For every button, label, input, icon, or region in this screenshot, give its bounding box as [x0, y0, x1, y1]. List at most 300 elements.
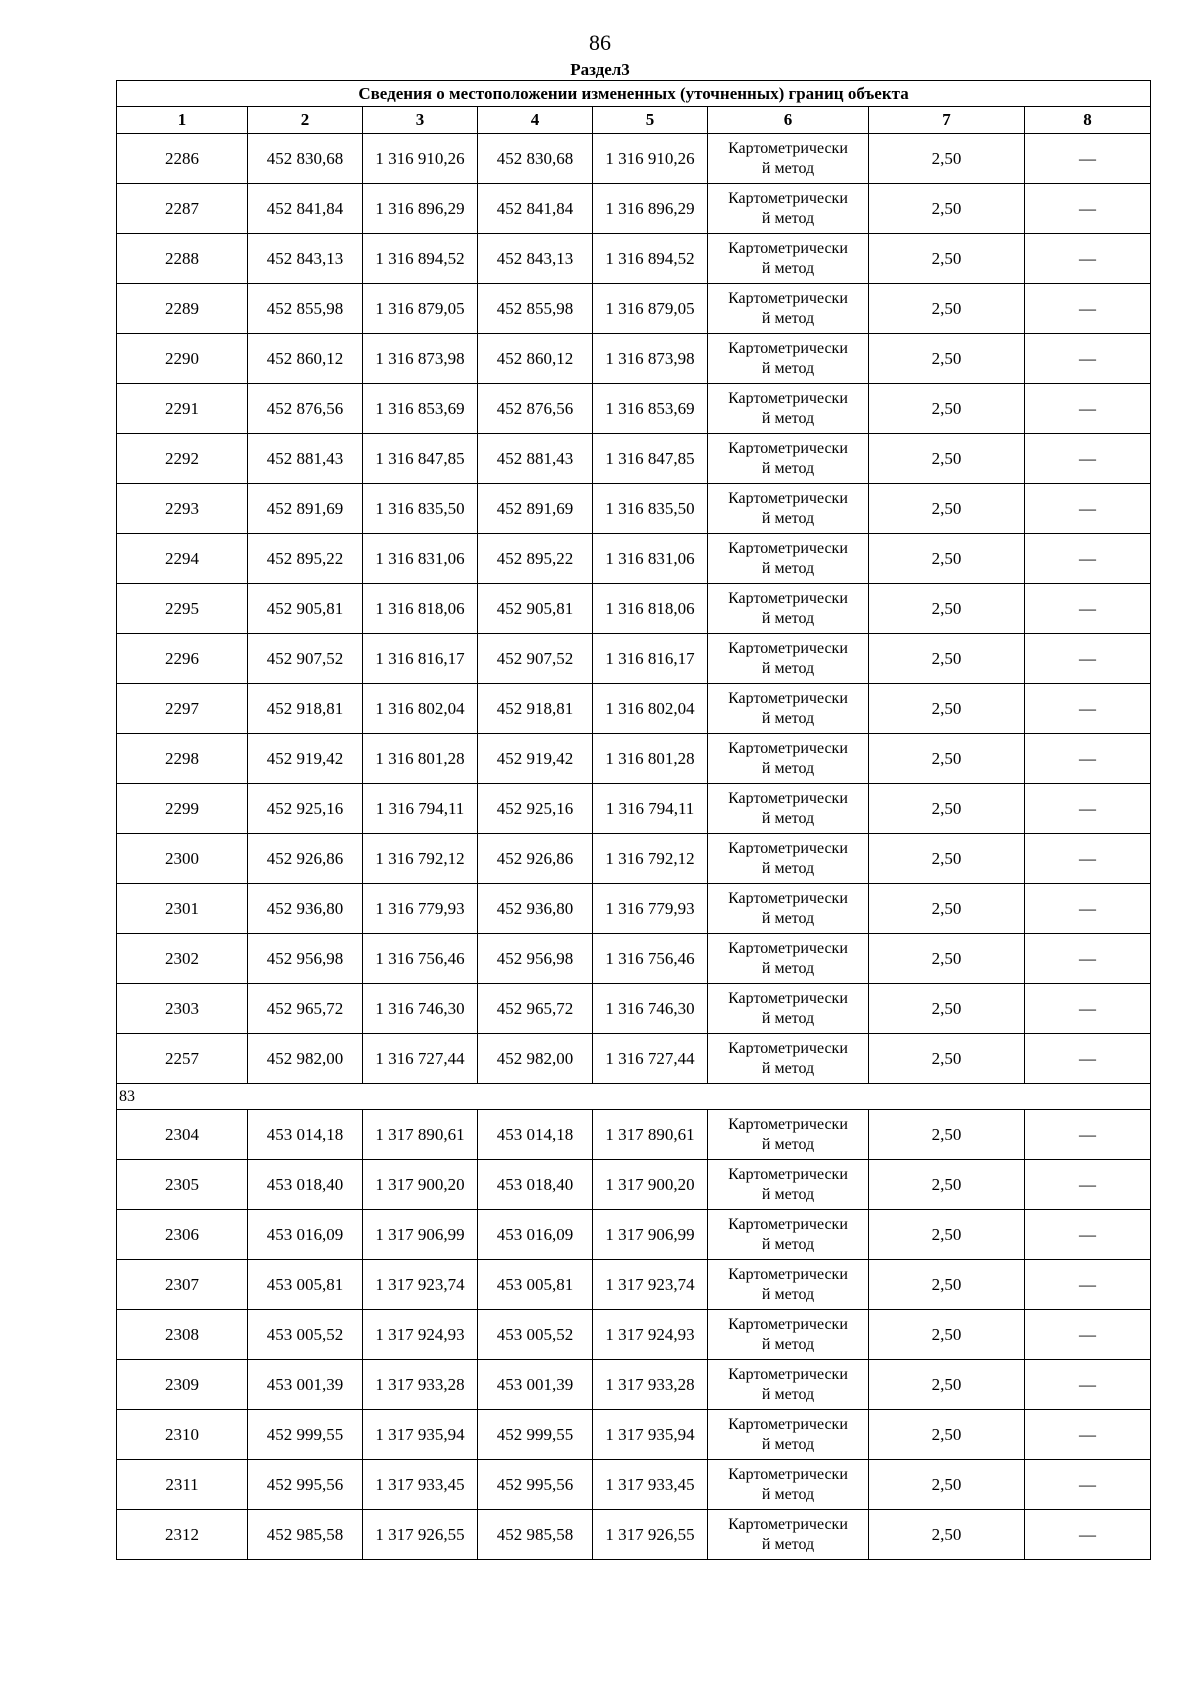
method-cell: [708, 734, 869, 784]
table-cell: 2295: [117, 584, 248, 634]
table-cell: 1 317 906,99: [363, 1210, 478, 1260]
table-cell: 2,50: [869, 234, 1025, 284]
table-cell: 2,50: [869, 784, 1025, 834]
table-cell: 452 956,98: [478, 934, 593, 984]
page-number: 86: [589, 30, 611, 55]
table-cell: 1 317 933,28: [363, 1360, 478, 1410]
method-text: й метод: [761, 1535, 815, 1553]
table-cell: 452 905,81: [478, 584, 593, 634]
table-cell: 452 925,16: [248, 784, 363, 834]
method-cell: [708, 534, 869, 584]
method-text: й метод: [761, 1435, 815, 1453]
table-cell: 1 316 756,46: [363, 934, 478, 984]
method-text: Картометрически: [728, 1115, 848, 1133]
table-cell: 452 926,86: [478, 834, 593, 884]
table-cell: 1 317 926,55: [593, 1510, 708, 1560]
table-cell: 1 317 935,94: [593, 1410, 708, 1460]
method-text: Картометрически: [728, 739, 848, 757]
table-cell: 2300: [117, 834, 248, 884]
table-cell: 2299: [117, 784, 248, 834]
table-row: [117, 1410, 1151, 1460]
table-cell: —: [1025, 1110, 1151, 1160]
table-cell: 1 316 853,69: [363, 384, 478, 434]
table-cell: 1 316 801,28: [593, 734, 708, 784]
table-cell: —: [1025, 484, 1151, 534]
table-cell: 1 317 900,20: [363, 1160, 478, 1210]
table-cell: 1 317 924,93: [593, 1310, 708, 1360]
table-cell: —: [1025, 934, 1151, 984]
table-cell: 452 985,58: [478, 1510, 593, 1560]
table-cell: 452 895,22: [248, 534, 363, 584]
table-cell: 2310: [117, 1410, 248, 1460]
table-cell: 1 316 896,29: [593, 184, 708, 234]
table-cell: —: [1025, 184, 1151, 234]
method-text: Картометрически: [728, 289, 848, 307]
table-title: Сведения о местоположении измененных (уточненных) границ объекта: [117, 81, 1151, 107]
method-cell: [708, 784, 869, 834]
method-cell: [708, 184, 869, 234]
table-cell: 1 316 873,98: [593, 334, 708, 384]
table-cell: 2,50: [869, 434, 1025, 484]
table-cell: 1 316 802,04: [593, 684, 708, 734]
table-cell: 452 965,72: [478, 984, 593, 1034]
method-text: Картометрически: [728, 889, 848, 907]
table-cell: 452 876,56: [248, 384, 363, 434]
table-cell: 2296: [117, 634, 248, 684]
method-text: й метод: [761, 1135, 815, 1153]
table-row: [117, 384, 1151, 434]
table-cell: 452 919,42: [478, 734, 593, 784]
table-cell: 453 005,52: [248, 1310, 363, 1360]
table-cell: 1 316 746,30: [363, 984, 478, 1034]
table-cell: 1 316 873,98: [363, 334, 478, 384]
table-cell: 1 316 831,06: [593, 534, 708, 584]
method-text: й метод: [761, 409, 815, 427]
table-cell: 452 876,56: [478, 384, 593, 434]
table-row: [117, 184, 1151, 234]
method-cell: [708, 484, 869, 534]
table-cell: 1 316 801,28: [363, 734, 478, 784]
method-text: й метод: [761, 509, 815, 527]
method-cell: [708, 384, 869, 434]
table-cell: 2,50: [869, 1260, 1025, 1310]
table-cell: —: [1025, 784, 1151, 834]
method-text: Картометрически: [728, 789, 848, 807]
table-cell: 2303: [117, 984, 248, 1034]
method-text: Картометрически: [728, 339, 848, 357]
table-cell: 2286: [117, 134, 248, 184]
table-cell: 2,50: [869, 1110, 1025, 1160]
table-cell: —: [1025, 634, 1151, 684]
table-cell: 2257: [117, 1034, 248, 1084]
table-cell: —: [1025, 1160, 1151, 1210]
table-cell: 1 316 896,29: [363, 184, 478, 234]
table-row: [117, 734, 1151, 784]
table-cell: 452 982,00: [248, 1034, 363, 1084]
method-text: Картометрически: [728, 439, 848, 457]
method-text: й метод: [761, 1059, 815, 1077]
method-cell: [708, 984, 869, 1034]
table-cell: 452 891,69: [248, 484, 363, 534]
table-cell: 2304: [117, 1110, 248, 1160]
table-cell: 1 316 831,06: [363, 534, 478, 584]
table-cell: 2288: [117, 234, 248, 284]
table-cell: 452 936,80: [478, 884, 593, 934]
group-label: 83: [117, 1084, 1151, 1110]
table-cell: 453 014,18: [248, 1110, 363, 1160]
table-cell: 452 843,13: [478, 234, 593, 284]
table-cell: 453 005,81: [248, 1260, 363, 1310]
column-header: 3: [363, 107, 478, 134]
table-cell: 1 317 935,94: [363, 1410, 478, 1460]
method-cell: [708, 284, 869, 334]
table-cell: —: [1025, 984, 1151, 1034]
table-row: [117, 484, 1151, 534]
table-cell: 1 316 879,05: [363, 284, 478, 334]
method-text: й метод: [761, 559, 815, 577]
method-cell: [708, 234, 869, 284]
method-cell: [708, 584, 869, 634]
method-text: й метод: [761, 609, 815, 627]
table-cell: 452 919,42: [248, 734, 363, 784]
method-text: Картометрически: [728, 189, 848, 207]
column-header-row: [117, 107, 1151, 134]
table-cell: —: [1025, 1460, 1151, 1510]
method-cell: [708, 884, 869, 934]
method-cell: [708, 1310, 869, 1360]
table-row: [117, 784, 1151, 834]
table-cell: 452 956,98: [248, 934, 363, 984]
table-cell: 2,50: [869, 134, 1025, 184]
table-cell: 452 925,16: [478, 784, 593, 834]
table-cell: 2311: [117, 1460, 248, 1510]
method-text: й метод: [761, 309, 815, 327]
table-cell: 2307: [117, 1260, 248, 1310]
table-cell: 1 316 756,46: [593, 934, 708, 984]
table-cell: —: [1025, 334, 1151, 384]
table-cell: —: [1025, 1510, 1151, 1560]
table-cell: 2292: [117, 434, 248, 484]
table-row: [117, 234, 1151, 284]
table-cell: —: [1025, 1310, 1151, 1360]
table-cell: 1 317 933,28: [593, 1360, 708, 1410]
method-text: Картометрически: [728, 589, 848, 607]
table-row: [117, 684, 1151, 734]
section-title: Раздел3: [570, 60, 630, 79]
method-text: й метод: [761, 709, 815, 727]
table-cell: 2,50: [869, 334, 1025, 384]
table-cell: 452 841,84: [248, 184, 363, 234]
table-cell: 2,50: [869, 1360, 1025, 1410]
table-cell: 452 907,52: [478, 634, 593, 684]
method-cell: [708, 1460, 869, 1510]
table-cell: 1 316 818,06: [593, 584, 708, 634]
table-cell: 2,50: [869, 884, 1025, 934]
table-cell: 452 907,52: [248, 634, 363, 684]
table-cell: 2,50: [869, 1210, 1025, 1260]
table-cell: 452 995,56: [248, 1460, 363, 1510]
method-text: Картометрически: [728, 539, 848, 557]
table-cell: —: [1025, 234, 1151, 284]
table-cell: 2290: [117, 334, 248, 384]
table-row: [117, 1510, 1151, 1560]
table-cell: 1 317 923,74: [363, 1260, 478, 1310]
table-cell: 1 316 746,30: [593, 984, 708, 1034]
table-cell: 1 317 890,61: [593, 1110, 708, 1160]
table-cell: 453 014,18: [478, 1110, 593, 1160]
table-cell: 1 316 847,85: [593, 434, 708, 484]
table-cell: 1 316 835,50: [593, 484, 708, 534]
table-row: [117, 1034, 1151, 1084]
method-text: Картометрически: [728, 139, 848, 157]
table-cell: —: [1025, 1210, 1151, 1260]
table-cell: 2294: [117, 534, 248, 584]
table-cell: —: [1025, 1034, 1151, 1084]
method-text: й метод: [761, 359, 815, 377]
table-cell: 1 316 847,85: [363, 434, 478, 484]
table-cell: 2,50: [869, 284, 1025, 334]
method-cell: [708, 684, 869, 734]
method-text: Картометрически: [728, 1039, 848, 1057]
table-cell: —: [1025, 1360, 1151, 1410]
table-cell: 2,50: [869, 1510, 1025, 1560]
table-cell: 2,50: [869, 834, 1025, 884]
table-row: [117, 1260, 1151, 1310]
method-text: Картометрически: [728, 1165, 848, 1183]
table-cell: 452 830,68: [248, 134, 363, 184]
table-cell: 1 316 779,93: [593, 884, 708, 934]
method-text: й метод: [761, 1185, 815, 1203]
table-cell: 2,50: [869, 1034, 1025, 1084]
table-cell: —: [1025, 584, 1151, 634]
table-cell: 2,50: [869, 584, 1025, 634]
method-text: й метод: [761, 659, 815, 677]
method-text: Картометрически: [728, 489, 848, 507]
table-cell: 452 985,58: [248, 1510, 363, 1560]
method-cell: [708, 1034, 869, 1084]
table-cell: 2298: [117, 734, 248, 784]
table-row: [117, 434, 1151, 484]
table-cell: 2309: [117, 1360, 248, 1410]
column-header: 1: [117, 107, 248, 134]
table-cell: 453 001,39: [248, 1360, 363, 1410]
method-text: Картометрически: [728, 1315, 848, 1333]
table-cell: 452 999,55: [478, 1410, 593, 1460]
method-text: Картометрически: [728, 1365, 848, 1383]
method-text: й метод: [761, 1235, 815, 1253]
table-cell: 453 005,52: [478, 1310, 593, 1360]
table-cell: 453 001,39: [478, 1360, 593, 1410]
table-cell: 1 316 910,26: [363, 134, 478, 184]
column-header: 8: [1025, 107, 1151, 134]
table-cell: 453 016,09: [478, 1210, 593, 1260]
table-cell: 1 317 900,20: [593, 1160, 708, 1210]
table-row: [117, 834, 1151, 884]
table-cell: 1 316 792,12: [363, 834, 478, 884]
method-text: Картометрически: [728, 1215, 848, 1233]
method-cell: [708, 134, 869, 184]
table-cell: —: [1025, 684, 1151, 734]
table-cell: 1 316 727,44: [593, 1034, 708, 1084]
method-text: й метод: [761, 859, 815, 877]
table-cell: —: [1025, 284, 1151, 334]
table-cell: 2308: [117, 1310, 248, 1360]
table-cell: 453 018,40: [478, 1160, 593, 1210]
method-cell: [708, 934, 869, 984]
method-cell: [708, 1410, 869, 1460]
column-header: 6: [708, 107, 869, 134]
table-row: [117, 984, 1151, 1034]
method-text: й метод: [761, 209, 815, 227]
column-header: 2: [248, 107, 363, 134]
table-cell: 1 317 926,55: [363, 1510, 478, 1560]
method-text: Картометрически: [728, 989, 848, 1007]
column-header: 5: [593, 107, 708, 134]
table-cell: 2,50: [869, 984, 1025, 1034]
table-cell: 2305: [117, 1160, 248, 1210]
table-cell: 452 891,69: [478, 484, 593, 534]
table-cell: 2,50: [869, 734, 1025, 784]
table-row: [117, 534, 1151, 584]
method-text: й метод: [761, 259, 815, 277]
table-cell: 1 316 816,17: [363, 634, 478, 684]
method-cell: [708, 834, 869, 884]
table-cell: 452 881,43: [478, 434, 593, 484]
method-text: Картометрически: [728, 839, 848, 857]
table-cell: 1 316 816,17: [593, 634, 708, 684]
table-cell: —: [1025, 834, 1151, 884]
table-row: [117, 1110, 1151, 1160]
method-text: й метод: [761, 1485, 815, 1503]
boundary-coordinates-table: [116, 80, 1151, 1560]
table-cell: 1 316 910,26: [593, 134, 708, 184]
table-cell: 452 999,55: [248, 1410, 363, 1460]
method-cell: [708, 1360, 869, 1410]
method-text: Картометрически: [728, 639, 848, 657]
table-cell: 1 316 853,69: [593, 384, 708, 434]
table-cell: 452 860,12: [248, 334, 363, 384]
table-row: [117, 334, 1151, 384]
table-cell: 2287: [117, 184, 248, 234]
method-text: й метод: [761, 459, 815, 477]
table-row: [117, 634, 1151, 684]
table-cell: 2,50: [869, 484, 1025, 534]
method-text: й метод: [761, 1335, 815, 1353]
table-row: [117, 1360, 1151, 1410]
method-text: й метод: [761, 909, 815, 927]
table-row: [117, 934, 1151, 984]
method-text: й метод: [761, 809, 815, 827]
table-row: [117, 1160, 1151, 1210]
method-cell: [708, 1210, 869, 1260]
table-cell: 2297: [117, 684, 248, 734]
table-row: [117, 584, 1151, 634]
table-cell: 1 316 794,11: [593, 784, 708, 834]
table-cell: 452 936,80: [248, 884, 363, 934]
table-cell: 1 317 890,61: [363, 1110, 478, 1160]
method-text: Картометрически: [728, 939, 848, 957]
method-text: й метод: [761, 1285, 815, 1303]
method-text: Картометрически: [728, 239, 848, 257]
table-cell: 452 895,22: [478, 534, 593, 584]
table-cell: 452 841,84: [478, 184, 593, 234]
table-cell: 453 005,81: [478, 1260, 593, 1310]
table-cell: —: [1025, 384, 1151, 434]
table-row: [117, 134, 1151, 184]
table-cell: 2291: [117, 384, 248, 434]
table-cell: 1 316 794,11: [363, 784, 478, 834]
table-row: [117, 1460, 1151, 1510]
table-cell: 1 316 802,04: [363, 684, 478, 734]
table-cell: 1 316 835,50: [363, 484, 478, 534]
group-row: [117, 1084, 1151, 1110]
table-cell: 452 982,00: [478, 1034, 593, 1084]
method-cell: [708, 634, 869, 684]
table-cell: 2306: [117, 1210, 248, 1260]
table-cell: 452 843,13: [248, 234, 363, 284]
table-cell: —: [1025, 734, 1151, 784]
table-cell: 1 316 879,05: [593, 284, 708, 334]
table-cell: 2,50: [869, 934, 1025, 984]
table-cell: 452 855,98: [248, 284, 363, 334]
table-cell: 2,50: [869, 534, 1025, 584]
table-cell: 1 316 894,52: [363, 234, 478, 284]
table-cell: 2,50: [869, 384, 1025, 434]
table-cell: 452 905,81: [248, 584, 363, 634]
table-cell: 1 316 792,12: [593, 834, 708, 884]
method-text: Картометрически: [728, 1465, 848, 1483]
table-cell: 2,50: [869, 1310, 1025, 1360]
table-cell: 1 317 933,45: [593, 1460, 708, 1510]
table-cell: 2,50: [869, 634, 1025, 684]
column-header: 4: [478, 107, 593, 134]
table-cell: —: [1025, 1410, 1151, 1460]
table-cell: 1 317 923,74: [593, 1260, 708, 1310]
table-row: [117, 284, 1151, 334]
method-cell: [708, 434, 869, 484]
table-cell: 453 018,40: [248, 1160, 363, 1210]
table-cell: —: [1025, 884, 1151, 934]
table-cell: 1 316 727,44: [363, 1034, 478, 1084]
column-header: 7: [869, 107, 1025, 134]
table-cell: —: [1025, 134, 1151, 184]
table-cell: —: [1025, 434, 1151, 484]
table-cell: 1 316 779,93: [363, 884, 478, 934]
table-row: [117, 1210, 1151, 1260]
table-cell: 452 855,98: [478, 284, 593, 334]
table-cell: 2,50: [869, 684, 1025, 734]
table-cell: 452 860,12: [478, 334, 593, 384]
table-cell: 452 830,68: [478, 134, 593, 184]
table-row: [117, 884, 1151, 934]
table-cell: 2302: [117, 934, 248, 984]
table-cell: 452 965,72: [248, 984, 363, 1034]
table-cell: 452 881,43: [248, 434, 363, 484]
method-cell: [708, 1160, 869, 1210]
method-text: й метод: [761, 159, 815, 177]
method-cell: [708, 1260, 869, 1310]
table-cell: 453 016,09: [248, 1210, 363, 1260]
table-cell: 2289: [117, 284, 248, 334]
table-cell: 1 316 894,52: [593, 234, 708, 284]
table-cell: 2301: [117, 884, 248, 934]
table-cell: 452 918,81: [248, 684, 363, 734]
method-text: Картометрически: [728, 1515, 848, 1533]
table-cell: 2,50: [869, 1410, 1025, 1460]
method-text: й метод: [761, 1385, 815, 1403]
table-cell: 1 316 818,06: [363, 584, 478, 634]
table-cell: 1 317 906,99: [593, 1210, 708, 1260]
